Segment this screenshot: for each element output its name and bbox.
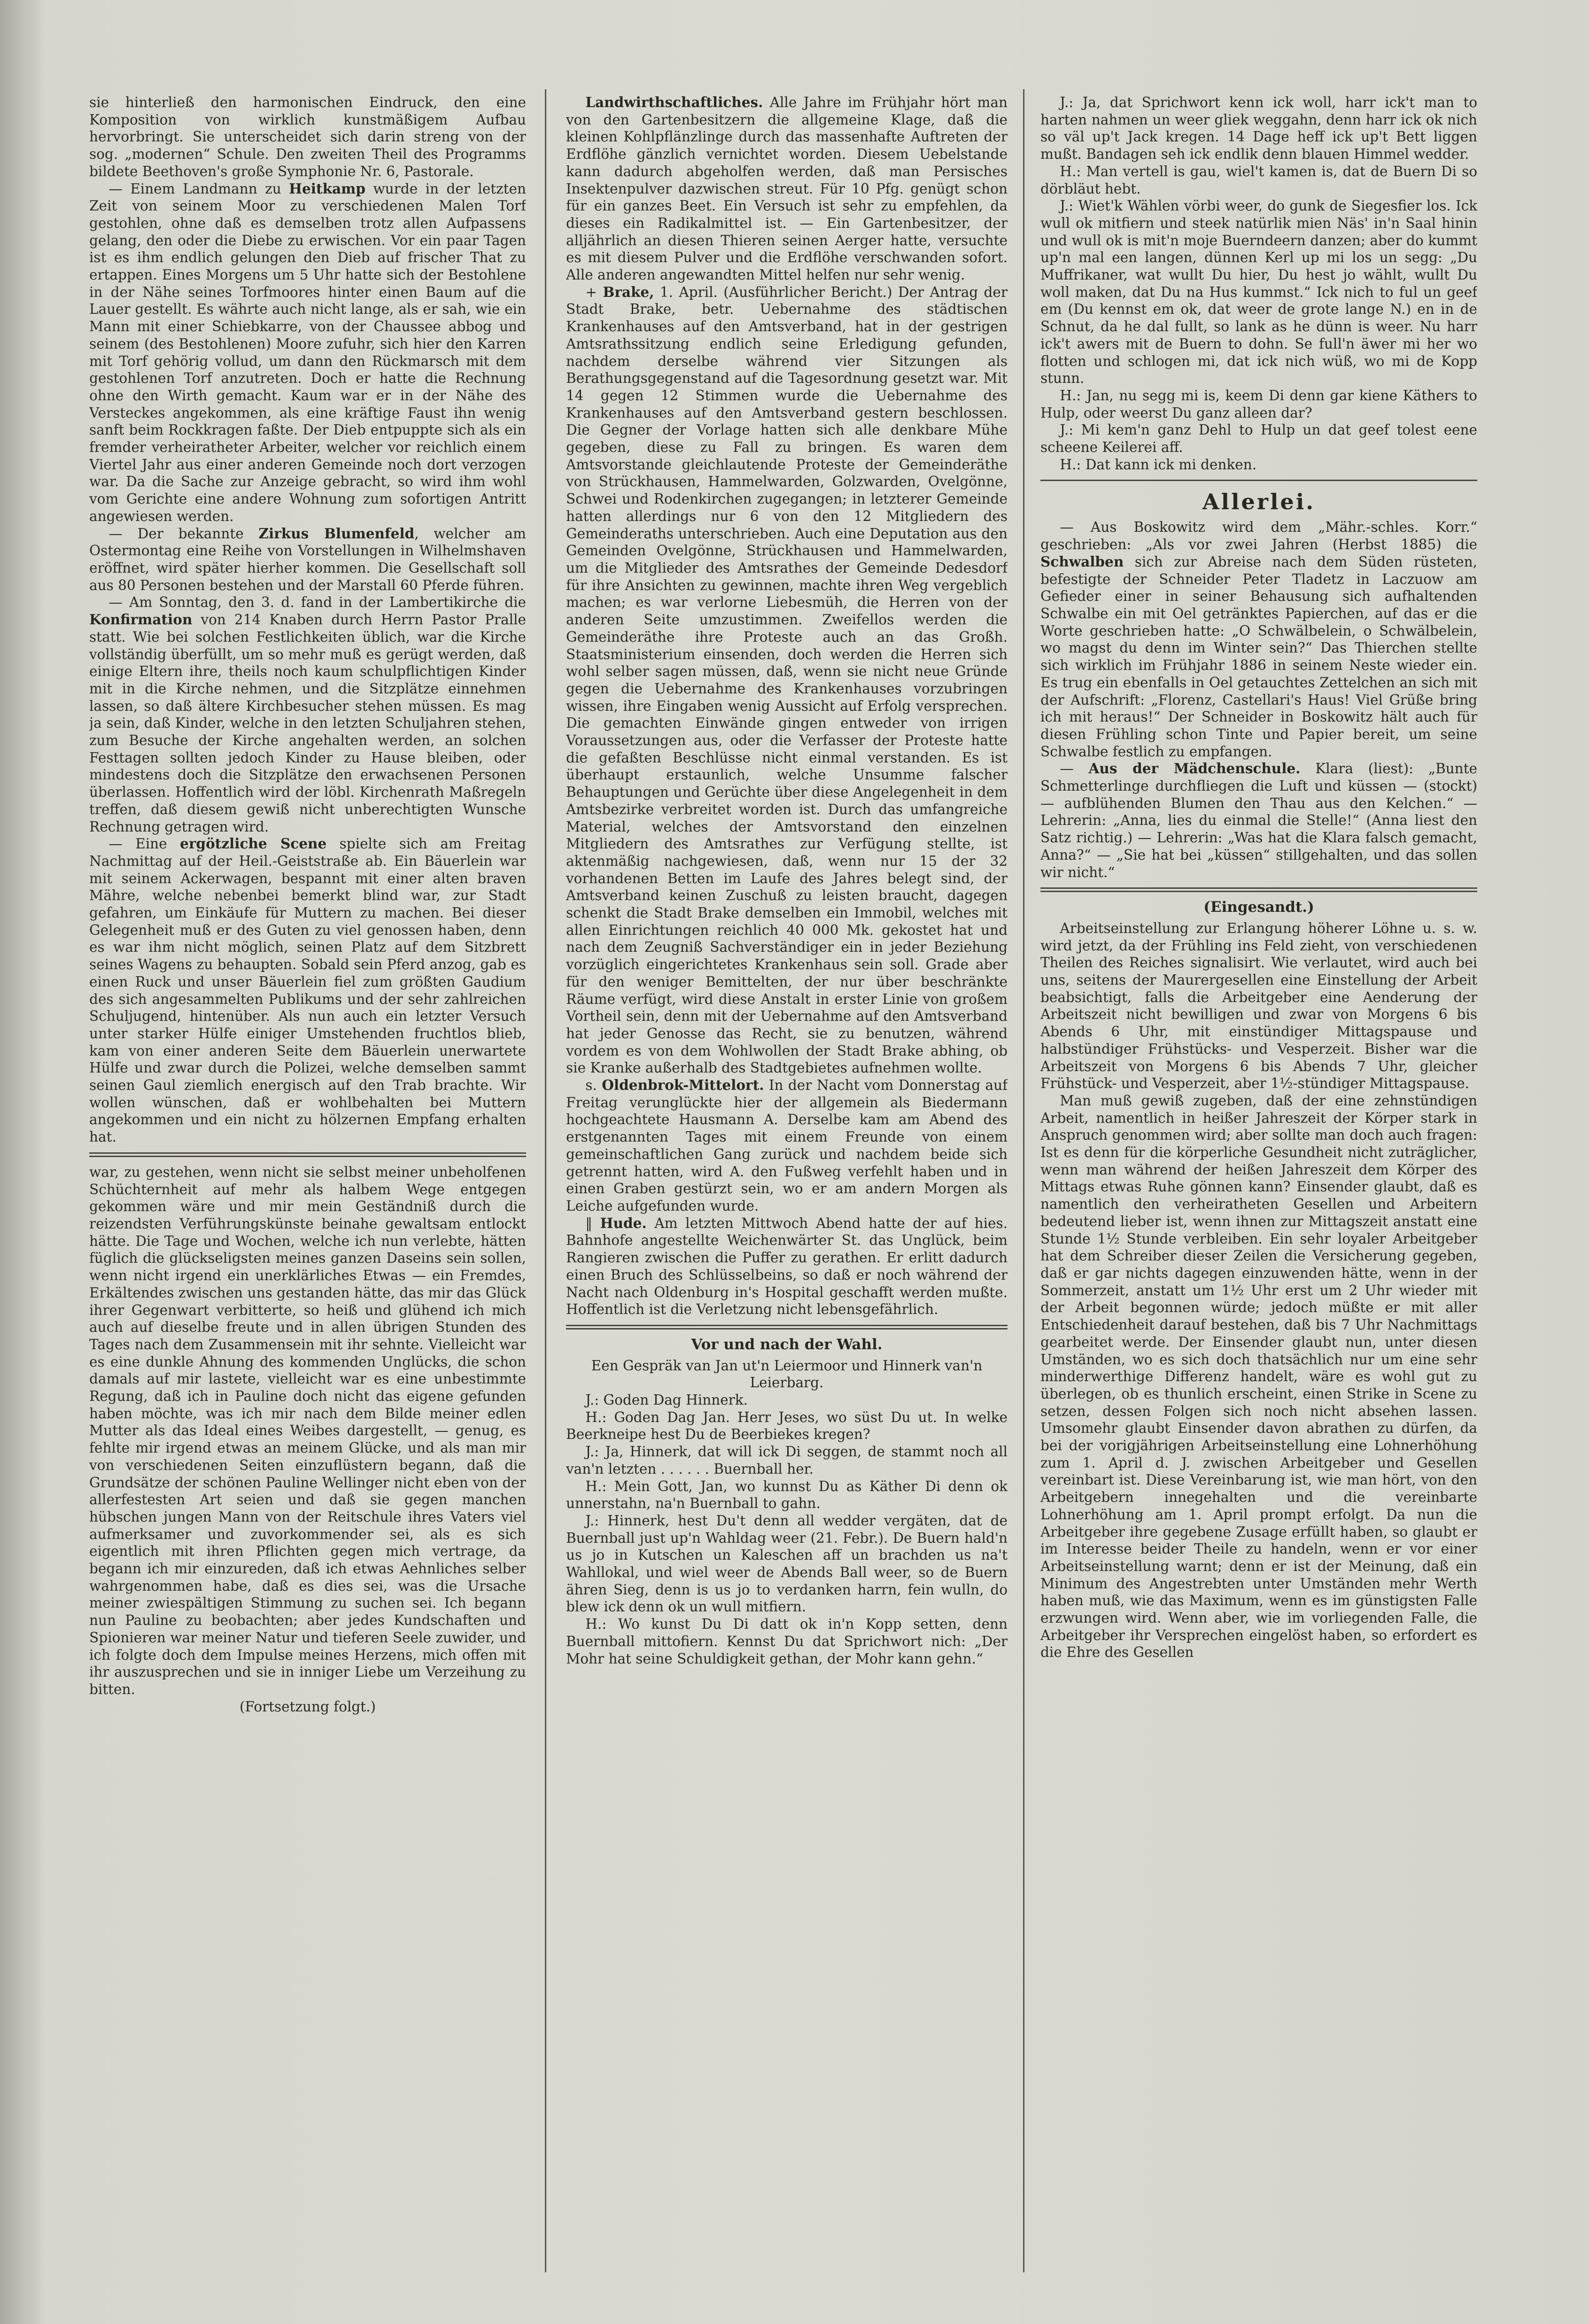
keyword-hude: Hude.: [600, 1214, 647, 1231]
letter-paragraph: Arbeitseinstellung zur Erlangung höherer Löhne u. s. w. wird jetzt, da der Frühling ins Feld zieht, von verschiedenen Theilen des Reiches signalisirt. Wie verlautet, wird auch bei uns, seitens der Maurergesellen eine Einstellung der Arbeit beabsichtigt, falls die Arbeitgeber eine Aenderung der Arbeitszeit nicht bewilligen und zwar von Morgens 6 bis Abends 6 Uhr, mit einstündiger Mittagspause und halbstündiger Frühstücks- und Vesperzeit. Bisher war die Arbeitszeit von Morgens 6 bis Abends 7 Uhr, gleicher Frühstück- und Vesperzeit, aber 1½-stündiger Mittagspause.: [1040, 920, 1477, 1092]
dialogue-line: J.: Ja, Hinnerk, dat will ick Di seggen, de stammt noch all van'n letzten . . . . . . Buernball her.: [566, 1444, 1008, 1477]
dialogue-line: J.: Hinnerk, hest Du't denn all wedder vergäten, dat de Buernball just up'n Wahldag weer (21. Febr.). De Buern hald'n us jo in Kutschen un Kaleschen aff un brachden us na't Wahllokal, und wiel weer de Abends Ball weer, so de Buern ähren Sieg, denn is us jo to verdanken harrn, fein wulln, do blew ick denn ok un wull mitfiern.: [566, 1512, 1008, 1615]
dialogue-line: J.: Ja, dat Sprichwort kenn ick woll, harr ick't man to harten nahmen un weer gliek weggahn, denn harr ick ok nich so väl up't Jack kregen. 14 Dage heff ick up't Bett liggen mußt. Bandagen seh ick endlik denn blauen Himmel wedder.: [1040, 94, 1477, 163]
keyword-maedchenschule: Aus der Mädchenschule.: [1088, 760, 1301, 777]
section-title-allerlei: Allerlei.: [1202, 489, 1316, 515]
text: s.: [585, 1077, 602, 1094]
section-divider: [1040, 480, 1477, 481]
dialogue-line: H.: Jan, nu segg mi is, keem Di denn gar kiene Käthers to Hulp, oder weerst Du ganz alleen dar?: [1040, 387, 1477, 421]
dialogue-line: H.: Goden Dag Jan. Herr Jeses, wo süst Du ut. In welke Beerkneipe hest Du de Beerbiekes kregen?: [566, 1409, 1008, 1443]
article-scene: [89, 835, 526, 1146]
text: Alle Jahre im Frühjahr hört man von den Gartenbesitzern die allgemeine Klage, daß die kleinen Kohlpflänzlinge durch das massenhafte Auftreten der Erdflöhe gänzlich vernichtet worden. Diesem Uebelstande kann dadurch abgeholfen werden, daß man Persisches Insektenpulver dazwischen streut. Für 10 Pfg. genügt schon für ein ganzes Beet. Ein Versuch ist sehr zu empfehlen, da dieses ein Radikalmittel ist. — Ein Gartenbesitzer, der alljährlich an diesen Thieren seinen Aerger hatte, versuchte es mit diesem Pulver und die Erdflöhe verschwanden sofort. Alle anderen angewandten Mittel helfen nur sehr wenig.: [566, 94, 1008, 283]
continuation-note: (Fortsetzung folgt.): [239, 1698, 376, 1715]
column-rule-right: [1023, 89, 1024, 2272]
article-maedchenschule: [1040, 760, 1477, 881]
text: — Der bekannte: [109, 525, 259, 542]
article-hude: [566, 1215, 1008, 1318]
text: von 214 Knaben durch Herrn Pastor Pralle statt. Wie bei solchen Festlichkeiten üblich, war die Kirche vollständig überfüllt, um so mehr muß es gerügt werden, daß einige Eltern ihre, theils noch kaum schulpflichtigen Kinder mit in die Kirche nehmen, und die Sitzplätze einnehmen lassen, so daß ältere Kirchbesucher stehen müssen. Es mag ja sein, daß Kinder, welche in den letzten Schuljahren stehen, zum Besuche der Kirche angehalten werden, an solchen Festtagen sollten jedoch Kinder zu Hause bleiben, oder mindestens doch die Sitzplätze den erwachsenen Personen überlassen. Hoffentlich wird der löbl. Kirchenrath Maßregeln treffen, daß diesem gewiß nicht unberechtigten Wunsche Rechnung getragen wird.: [89, 612, 526, 835]
keyword-scene: ergötzliche Scene: [180, 835, 327, 852]
dialogue-line: J.: Goden Dag Hinnerk.: [585, 1392, 748, 1408]
text: — Aus Boskowitz wird dem „Mähr.-schles. Korr.“ geschrieben: „Als vor zwei Jahren (Herbst 1885) die: [1040, 519, 1477, 553]
column-1: [89, 94, 526, 2268]
section-title-eingesandt: (Eingesandt.): [1203, 899, 1314, 916]
text: — Einem Landmann zu: [109, 180, 289, 197]
text: Am letzten Mittwoch Abend hatte der auf hies. Bahnhofe angestellte Weichenwärter St. das Unglück, beim Rangieren zwischen die Puffer zu gerathen. Er erlitt dadurch einen Bruch des Schlüsselbeins, so daß er noch während der Nacht nach Oldenburg in's Hospital geschafft werden mußte. Hoffentlich ist die Verletzung nicht lebensgefährlich.: [566, 1215, 1008, 1318]
page-spine-shadow: [0, 0, 42, 2324]
keyword-schwalben: Schwalben: [1040, 553, 1124, 570]
keyword-brake: Brake,: [603, 283, 654, 300]
text: , welcher am Ostermontag eine Reihe von Vorstellungen in Wilhelmshaven eröffnet, wird später hierher kommen. Die Gesellschaft soll aus 80 Personen bestehen und der Marstall 60 Pferde führen.: [89, 525, 526, 593]
text: sich zur Abreise nach dem Süden rüsteten, befestigte der Schneider Peter Tladetz in Laczuow am Gefieder einer in seiner Behausung sich aufhaltenden Schwalbe ein mit Oel getränktes Papierchen, auf das er die Worte geschrieben hatte: „O Schwälbelein, o Schwälbelein, wo magst du denn im Winter sein?“ Das Thierchen stellte sich wirklich im Frühjahr 1886 in seinem Neste wieder ein. Es trug ein ebenfalls in Oel getauchtes Zettelchen an sich mit der Aufschrift: „Florenz, Castellari's Haus! Viel Grüße bring ich mit heraus!“ Der Schneider in Boskowitz hält auch für diesen Frühling schon Tinte und Papier bereit, um seine Schwalbe festlich zu empfangen.: [1040, 553, 1477, 760]
text: —: [1060, 761, 1089, 777]
text: 1. April. (Ausführlicher Bericht.) Der Antrag der Stadt Brake, betr. Uebernahme des städtischen Krankenhauses auf den Amtsverband, hat in der gestrigen Amtsrathssitzung endlich seine Erledigung gefunden, nachdem derselbe während vier Sitzungen als Berathungsgegenstand auf die Tagesordnung gesetzt war. Mit 14 gegen 12 Stimmen wurde die Uebernahme des Krankenhauses auf den Amtsverband gestern beschlossen. Die Gegner der Vorlage hatten sich alle denkbare Mühe gegeben, diese zu Fall zu bringen. Es waren dem Amtsvorstande gleichlautende Proteste der Gemeinderäthe von Strückhausen, Hammelwarden, Golzwarden, Ovelgönne, Schwei und Rodenkirchen zugegangen; in letzterer Gemeinde hatten allerdings nur 6 von den 12 Mitgliedern des Gemeinderaths unterschrieben. Auch eine Deputation aus den Gemeinden Ovelgönne, Strückhausen und Hammelwarden, um die Mitglieder des Amtsrathes der Gemeinde Dedesdorf für ihre Ansichten zu gewinnen, machte ihren Weg vergeblich machen; es war verlorne Liebesmüh, die Herren von der anderen Seite umzustimmen. Zweifellos werden die Gemeinderäthe ihre Proteste auch an das Großh. Staatsministerium einsenden, doch werden die Herren sich wohl selber sagen müssen, daß, wenn sie nicht neue Gründe gegen die Uebernahme des Krankenhauses vorzubringen wissen, ihre Eingaben wenig Aussicht auf Erfolg versprechen. Die gemachten Einwände gingen entweder von irrigen Voraussetzungen aus, oder die Verfasser der Proteste hatte die gefaßten Beschlüsse nicht einmal verstanden. Es ist überhaupt erstaunlich, welche Unsumme falscher Behauptungen und Gerüchte über diese Angelegenheit in dem Amtsbezirke verbreitet worden ist. Durch das umfangreiche Material, welches der Amtsvorstand den einzelnen Mitgliedern des Amtsrathes zur Verfügung stellte, ist aktenmäßig nachgewiesen, daß, wenn nur 15 der 32 vorhandenen Betten im Laufe des Jahres belegt sind, der Amtsverband keinen Zuschuß zu leisten braucht, dagegen schenkt die Stadt Brake demselben ein Immobil, welches mit allen Einrichtungen reichlich 40 000 Mk. gekostet hat und nach dem Zeugniß Sachverständiger ein in jeder Beziehung vorzüglich eingerichtetes Krankenhaus sein soll. Grade aber für den weniger Bemittelten, der nur über beschränkte Räume verfügt, wird diese Anstalt in erster Linie von großem Vortheil sein, denn mit der Uebernahme auf den Amtsverband hat jeder Genosse das Recht, sie zu benutzen, während vordem es von dem Wohlwollen der Stadt Brake abhing, ob sie Kranke außerhalb des Stadtgebietes aufnehmen wollte.: [566, 284, 1008, 1076]
keyword-zirkus: Zirkus Blumenfeld: [258, 525, 415, 542]
article-oldenbrok: [566, 1077, 1008, 1215]
section-divider: [1040, 887, 1477, 892]
column-rule-left: [545, 89, 546, 2272]
article-konfirmation: [89, 594, 526, 835]
dialogue-line: J.: Wiet'k Wählen vörbi weer, do gunk de Siegesfier los. Ick wull ok mitfiern und steek natürlik mien Näs' in'n Saal hinin und wull ok is mit'n moje Buerndeern danzen; aber do kummt up'n mal een langen, dünnen Kerl up mi los un segg: „Du Muffrikaner, wat wullt Du hier, Du hest jo wählt, wullt Du woll maken, dat Du na Hus kummst.“ Ick nich to ful un geef em (Du kennst em ok, dat weer de grote lange N.) en in de Schnut, da he dal fullt, so lank as he dünn is weer. Nu harr ick't awers mit de Buern to dohn. Se full'n äwer mi her wo flotten und schlogen mi, dat ick nich wüß, wo mi de Kopp stunn.: [1040, 198, 1477, 387]
section-subtitle-wahl: Een Gespräk van Jan ut'n Leiermoor und Hinnerk van'n Leierbarg.: [591, 1357, 983, 1391]
section-title-wahl: Vor und nach der Wahl.: [691, 1336, 883, 1353]
text: spielte sich am Freitag Nachmittag auf der Heil.-Geiststraße ab. Ein Bäuerlein war mit seinem Ackerwagen, bespannt mit einer alten braven Mähre, welche nebenbei bemerkt blind war, zur Stadt gefahren, um Einkäufe für Muttern zu machen. Bei dieser Gelegenheit muß er des Guten zu viel genossen haben, denn es war ihm nicht möglich, seinen Platz auf dem Sitzbrett seines Wagens zu behaupten. Sobald sein Pferd anzog, gab es einen Ruck und unser Bäuerlein fiel zum größten Gaudium des sich angesammelten Publikums und der sehr zahlreichen Schuljugend, hintenüber. Als nun auch ein letzter Versuch unter starker Hülfe einiger Umstehenden fruchtlos blieb, kam von einer anderen Seite dem Bäuerlein unerwartete Hülfe und zwar durch die Polizei, welche demselben sammt seinen Gaul ziemlich energisch auf den Trab brachte. Wir wollen wünschen, daß er wohlbehalten bei Muttern angekommen und ein nicht zu hölzernen Empfang erhalten hat.: [89, 836, 526, 1145]
text: ‖: [585, 1215, 600, 1231]
article-landwirthschaft: [566, 94, 1008, 284]
article-schwalben: [1040, 519, 1477, 760]
article-heitkamp: [89, 180, 526, 525]
section-divider: [566, 1325, 1008, 1329]
text: — Eine: [109, 836, 180, 852]
text: +: [585, 284, 603, 300]
feuilleton-text: war, zu gestehen, wenn nicht sie selbst meiner unbeholfenen Schüchternheit auf mehr als halbem Wege entgegen gekommen wäre und mir mein Geständniß durch die reizendsten Verführungskünste beinahe gewaltsam entlockt hätte. Die Tage und Wochen, welche ich nun verlebte, hätten füglich die glückseligsten meines ganzen Daseins sein sollen, wenn nicht irgend ein unerklärliches Etwas — ein Fremdes, Erkältendes zwischen uns gestanden hätte, das mir das Glück ihrer Gegenwart verbitterte, so heiß und glühend ich mich auch auf dieselbe freute und in allen übrigen Stunden des Tages nach dem Zusammensein mit ihr sehnte. Vielleicht war es eine dunkle Ahnung des kommenden Unglücks, die schon damals auf mir lastete, vielleicht war es eine unbestimmte Regung, daß ich in Pauline doch nicht das eigene gefunden haben möchte, was ich mir nach dem Bilde meiner edlen Mutter als das Ideal eines Weibes dargestellt, — genug, es fehlte mir irgend etwas an meinem Glücke, und als man mir von verschiedenen Seiten einzuflüstern begann, daß die Grundsätze der schönen Pauline Wellinger nicht eben von der allerfestesten Art seien und daß sie gegen manchen hübschen jungen Mann von der Reitschule ihres Vaters viel aufmerksamer und zuvorkommender sei, als es sich eigentlich mit ihren Pflichten gegen mich vertrage, da begann ich mir einzureden, daß ich etwas Aehnliches selber wahrgenommen habe, daß es dies sei, was die Ursache meiner zwiespältigen Stimmung zu suchen sei. Ich begann nun Pauline zu beobachten; aber jedes Kundschaften und Spionieren war meiner Natur und tieferen Seele zuwider, und ich folgte doch dem Impulse meines Herzens, mich offen mit ihr auszusprechen und sie in inniger Liebe um Verzeihung zu bitten.: [89, 1164, 526, 1697]
text: Klara (liest): „Bunte Schmetterlinge durchfliegen die Luft und küssen — (stockt) — aufblühenden Blumen den Thau aus den Kelchen.“ — Lehrerin: „Anna, lies du einmal die Stelle!“ (Anna liest den Satz richtig.) — Lehrerin: „Was hat die Klara falsch gemacht, Anna?“ — „Sie hat bei „küssen“ stillgehalten, und das sollen wir nicht.“: [1040, 761, 1477, 880]
dialogue-line: H.: Mein Gott, Jan, wo kunnst Du as Käther Di denn ok unnerstahn, na'n Buernball to gahn.: [566, 1478, 1008, 1512]
keyword-konfirmation: Konfirmation: [89, 611, 193, 628]
text: — Am Sonntag, den 3. d. fand in der Lambertikirche die: [109, 594, 526, 611]
text: In der Nacht vom Donnerstag auf Freitag verunglückte hier der allgemein als Biedermann hochgeachtete Hausmann A. Derselbe kam am Abend des erstgenannten Tages mit einem Freunde von einem gemeinschaftlichen Gang zurück und nachdem beide sich getrennt hatten, wird A. den Fußweg verfehlt haben und in einen Graben gestürzt sein, wo er am andern Morgen als Leiche aufgefunden wurde.: [566, 1077, 1008, 1214]
section-divider: [89, 1152, 526, 1157]
keyword-heitkamp: Heitkamp: [289, 180, 366, 197]
dialogue-line: H.: Wo kunst Du Di datt ok in'n Kopp setten, denn Buernball mittofiern. Kennst Du dat Sprichwort nich: „Der Mohr hat seine Schuldigkeit gethan, der Mohr kann gehn.“: [566, 1616, 1008, 1667]
article-concert-end: sie hinterließ den harmonischen Eindruck, den eine Komposition von wirklich kunstmäßigem Aufbau hervorbringt. Sie unterscheidet sich darin streng von der sog. „modernen“ Schule. Den zweiten Theil des Programms bildete Beethoven's große Symphonie Nr. 6, Pastorale.: [89, 94, 526, 179]
keyword-oldenbrok: Oldenbrok-Mittelort.: [602, 1077, 764, 1094]
column-3: [1040, 94, 1477, 2268]
dialogue-line: H.: Man vertell is gau, wiel't kamen is, dat de Buern Di so dörbläut hebt.: [1040, 163, 1477, 197]
keyword-landwirthschaft: Landwirthschaftliches.: [585, 94, 763, 110]
text: wurde in der letzten Zeit von seinem Moor zu verschiedenen Malen Torf gestohlen, ohne daß es demselben trotz allen Aufpassens gelang, den oder die Diebe zu erwischen. Vor ein paar Tagen ist es ihm endlich gelungen den Dieb auf frischer That zu ertappen. Eines Morgens um 5 Uhr hatte sich der Bestohlene in der Nähe seines Torfmoores hinter einen Baum auf die Lauer gestellt. Es währte auch nicht lange, als er sah, wie ein Mann mit einer Schiebkarre, von der Chaussee abbog und seinem (des Bestohlenen) Moore zufuhr, sich hier den Karren mit Torf gehörig vollud, um dann den Rückmarsch mit dem gestohlenen Torf anzutreten. Doch er hatte die Rechnung ohne den Wirth gemacht. Kaum war er in der Nähe des Versteckes angekommen, als eine kräftige Faust ihn wenig sanft beim Rockkragen faßte. Der Dieb entpuppte sich als ein fremder verheiratheter Arbeiter, welcher vor reichlich einem Viertel Jahr aus einer anderen Gemeinde noch dort verzogen war. Da die Sache zur Anzeige gebracht, so wird ihm wohl vom Gerichte eine andere Wohnung zum sofortigen Antritt angewiesen werden.: [89, 180, 526, 524]
dialogue-line: J.: Mi kem'n ganz Dehl to Hulp un dat geef tolest eene scheene Keilerei aff.: [1040, 422, 1477, 456]
dialogue-line: H.: Dat kann ick mi denken.: [1060, 456, 1257, 473]
letter-paragraph: Man muß gewiß zugeben, daß der eine zehnstündigen Arbeit, namentlich in heißer Jahreszeit der Körper stark in Anspruch genommen wird; aber sollte man doch auch fragen: Ist es denn für die körperliche Gesundheit nicht zuträglicher, wenn man während der heißen Jahreszeit dem Körper des Mittags etwas Ruhe gönnen kann? Einsender glaubt, daß es namentlich den verheiratheten Gesellen und Arbeitern bedeutend lieber ist, wenn ihnen zur Mittagszeit anstatt eine Stunde 1½ Stunde verbleiben. Ein sehr loyaler Arbeitgeber hat dem Schreiber dieser Zeilen die Versicherung gegeben, daß er gar nichts dagegen einzuwenden hätte, wenn in der Sommerzeit, anstatt um 1½ Uhr erst um 2 Uhr wieder mit der Arbeit begonnen würde; jedoch müßte er mit aller Entschiedenheit darauf bestehen, daß bis 7 Uhr Nachmittags gearbeitet werde. Der Einsender glaubt nun, unter diesen Umständen, wo es sich doch thatsächlich nur um eine sehr minderwerthige Differenz handelt, wäre es wohl gut zu überlegen, ob es thunlich erscheint, einen Strike in Scene zu setzen, dessen Folgen sich noch nicht absehen lassen. Umsomehr glaubt Einsender davon abrathen zu dürfen, da bei der vorigjährigen Arbeitseinstellung eine Lohnerhöhung zum 1. April d. J. zwischen Arbeitgeber und Gesellen vereinbart ist. Diese Vereinbarung ist, wie man hört, von den Arbeitgebern innegehalten und die vereinbarte Lohnerhöhung am 1. April prompt erfolgt. Da nun die Arbeitgeber ihre gegebene Zusage erfüllt haben, so glaubt er im Interesse beider Theile zu handeln, wenn er vor einer Arbeitseinstellung warnt; denn er ist der Meinung, daß ein Minimum des Angestrebten unter Umständen mehr Werth haben muß, wie das Maximum, wenn es im günstigsten Falle erzwungen wird. Wenn aber, wie im vorliegenden Falle, die Arbeitgeber ihr Versprechen eingelöst haben, so erfordert es die Ehre des Gesellen: [1040, 1092, 1477, 1661]
article-brake: [566, 284, 1008, 1077]
column-2: [566, 94, 1008, 2268]
article-zirkus: [89, 525, 526, 594]
